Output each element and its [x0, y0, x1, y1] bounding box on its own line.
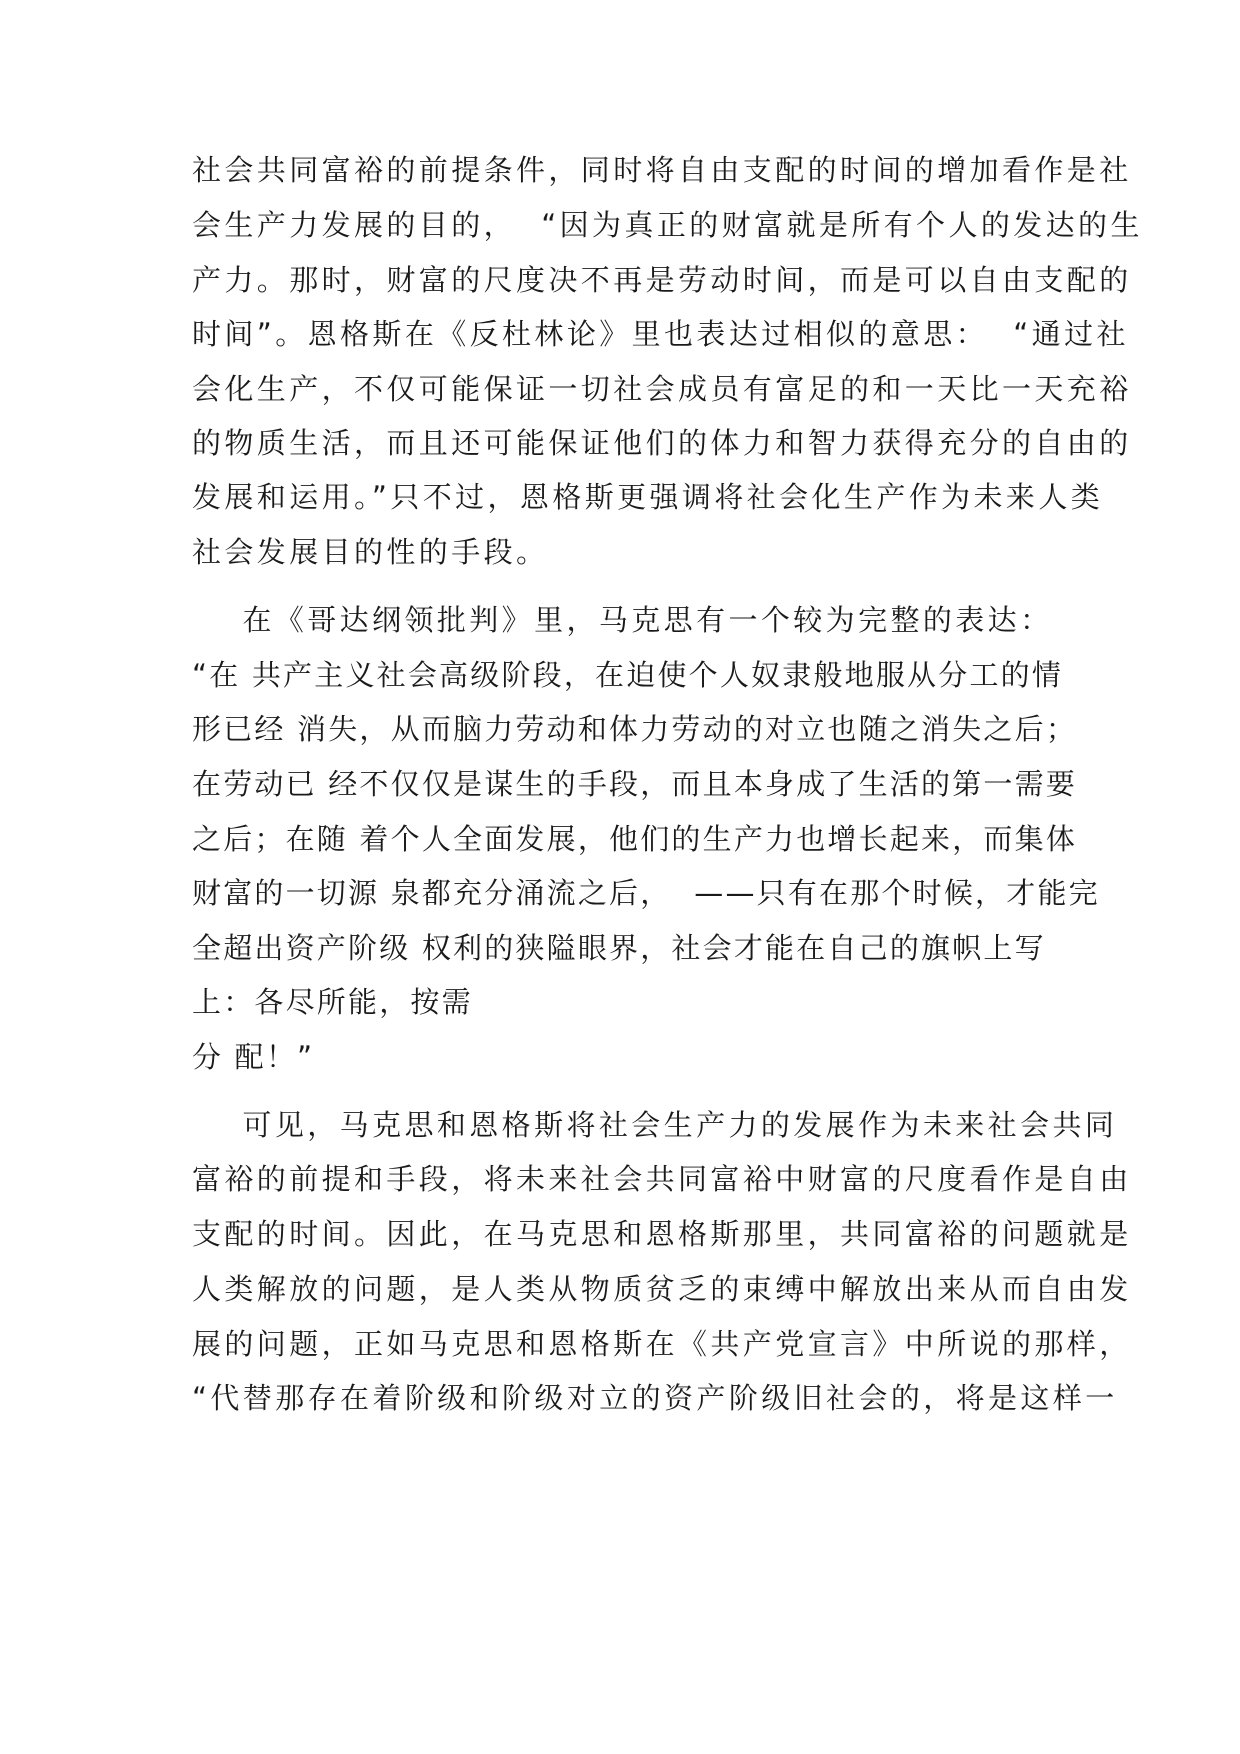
text-line: 支配的时间。因此，在马克思和恩格斯那里，共同富裕的问题就是 [192, 1217, 1132, 1251]
text-line: 富裕的前提和手段，将未来社会共同富裕中财富的尺度看作是自由 [192, 1162, 1132, 1196]
text-line: 财富的一切源 泉都充分涌流之后， ——只有在那个时候，才能完 [192, 876, 1100, 910]
text-line: 展的问题，正如马克思和恩格斯在《共产党宣言》中所说的那样， [192, 1327, 1132, 1361]
text-line: 发展和运用。”只不过，恩格斯更强调将社会化生产作为未来人类 [192, 480, 1104, 514]
text-line: 形已经 消失，从而脑力劳动和体力劳动的对立也随之消失之后； [192, 712, 1078, 746]
text-line: 社会发展目的性的手段。 [192, 535, 549, 569]
text-line: 分 配！” [192, 1040, 315, 1074]
text-line: 之后；在随 着个人全面发展，他们的生产力也增长起来，而集体 [192, 822, 1078, 856]
text-line: 社会共同富裕的前提条件，同时将自由支配的时间的增加看作是社 [192, 153, 1132, 187]
text-line: 在《哥达纲领批判》里，马克思有一个较为完整的表达： [192, 603, 1053, 637]
text-line: 会生产力发展的目的， “因为真正的财富就是所有个人的发达的生 [192, 208, 1143, 242]
text-line: 上：各尽所能，按需 [192, 985, 473, 1019]
text-line: 可见，马克思和恩格斯将社会生产力的发展作为未来社会共同 [192, 1108, 1118, 1142]
text-line: “在 共产主义社会高级阶段，在迫使个人奴隶般地服从分工的情 [192, 658, 1064, 692]
text-line: 人类解放的问题，是人类从物质贫乏的束缚中解放出来从而自由发 [192, 1272, 1132, 1306]
text-line: 在劳动已 经不仅仅是谋生的手段，而且本身成了生活的第一需要 [192, 767, 1078, 801]
text-line: “代替那存在着阶级和阶级对立的资产阶级旧社会的，将是这样一 [192, 1381, 1118, 1415]
text-line: 全超出资产阶级 权利的狭隘眼界，社会才能在自己的旗帜上写 [192, 931, 1046, 965]
text-line: 时间”。恩格斯在《反杜林论》里也表达过相似的意思： “通过社 [192, 317, 1129, 351]
text-line: 产力。那时，财富的尺度决不再是劳动时间，而是可以自由支配的 [192, 263, 1132, 297]
text-line: 会化生产，不仅可能保证一切社会成员有富足的和一天比一天充裕 [192, 372, 1132, 406]
text-line: 的物质生活，而且还可能保证他们的体力和智力获得充分的自由的 [192, 426, 1132, 460]
